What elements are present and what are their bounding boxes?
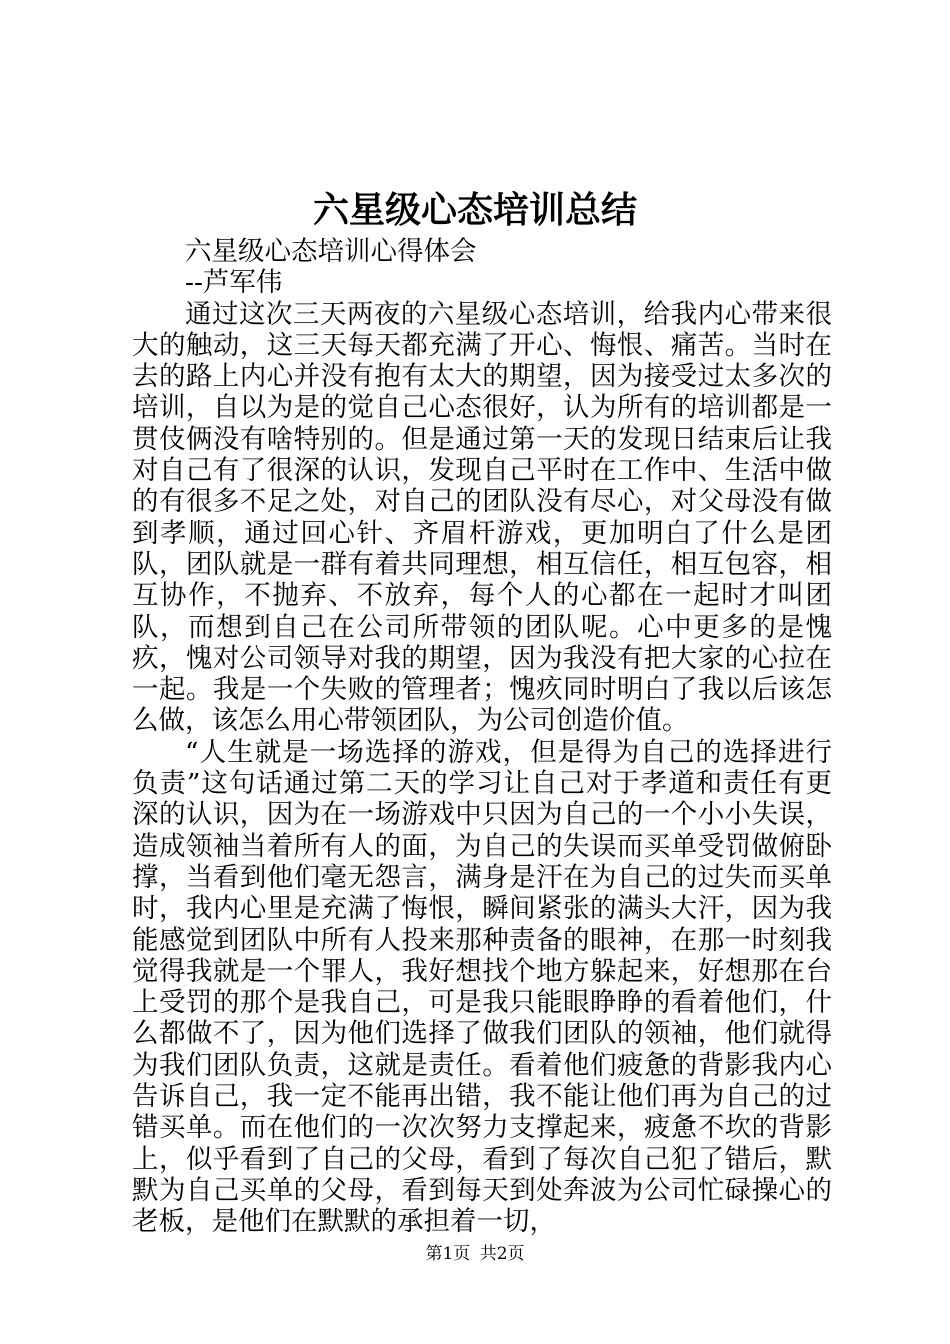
document-body (132, 236, 832, 1238)
page-number: 第1页 (425, 1244, 471, 1264)
page-total: 共2页 (479, 1244, 525, 1264)
document-title: 六星级心态培训总结 (312, 189, 637, 231)
document-author: --芦军伟 (185, 267, 283, 299)
document-subtitle: 六星级心态培训心得体会 (185, 236, 477, 267)
paragraph: “人生就是一场选择的游戏，但是得为自己的选择进行负责”这句话通过第二天的学习让自己对于孝道和责任有更深的认识，因为在一场游戏中只因为自己的一个小小失误，造成领袖当着所有人的面，为自己的失误而买单受罚做俯卧撑，当看到他们毫无怨言，满身是汗在为自己的过失而买单时，我内心里是充满了悔恨，瞬间紧张的满头大汗，因为我能感觉到团队中所有人投来那种责备的眼神，在那一时刻我觉得我就是一个罪人，我好想找个地方躲起来，好想那在台上受罚的那个是我自己，可是我只能眼睁睁的看着他们，什么都做不了，因为他们选择了做我们团队的领袖，他们就得为我们团队负责，这就是责任。看着他们疲惫的背影我内心告诉自己，我一定不能再出错，我不能让他们再为自己的过错买单。而在他们的一次次努力支撑起来，疲惫不坎的背影上，似乎看到了自己的父母，看到了每次自己犯了错后，默默为自己买单的父母，看到每天到处奔波为公司忙碌操心的老板，是他们在默默的承担着一切， (132, 736, 832, 1238)
page-footer (0, 1243, 950, 1265)
paragraph: 通过这次三天两夜的六星级心态培训，给我内心带来很大的触动，这三天每天都充满了开心、悔恨、痛苦。当时在去的路上内心并没有抱有太大的期望，因为接受过太多次的培训，自以为是的觉自己心态很好，认为所有的培训都是一贯伎俩没有啥特别的。但是通过第一天的发现日结束后让我对自己有了很深的认识，发现自己平时在工作中、生活中做的有很多不足之处，对自己的团队没有尽心，对父母没有做到孝顺，通过回心针、齐眉杆游戏，更加明白了什么是团队，团队就是一群有着共同理想，相互信任，相互包容，相互协作，不抛弃、不放弃，每个人的心都在一起时才叫团队，而想到自己在公司所带领的团队呢。心中更多的是愧疚，愧对公司领导对我的期望，因为我没有把大家的心拉在一起。我是一个失败的管理者；愧疚同时明白了我以后该怎么做，该怎么用心带领团队，为公司创造价值。 (132, 298, 832, 737)
